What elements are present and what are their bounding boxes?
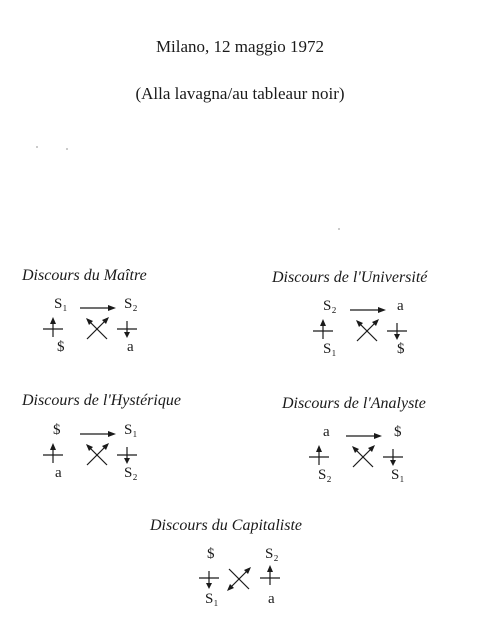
scan-speck bbox=[66, 148, 68, 150]
hysteric-bottom-right: S₂ bbox=[124, 465, 138, 481]
hysteric-top-left: $ bbox=[53, 422, 61, 438]
university-top-right: a bbox=[397, 298, 404, 314]
master-discourse-diagram bbox=[40, 300, 160, 350]
analyst-bottom-left: S₂ bbox=[318, 467, 332, 483]
capitalist-top-right: S₂ bbox=[265, 546, 279, 562]
master-bottom-right: a bbox=[127, 339, 134, 355]
scan-speck bbox=[338, 228, 340, 230]
capitalist-discourse-diagram bbox=[196, 552, 296, 602]
master-top-left: S₁ bbox=[54, 296, 68, 312]
university-bottom-right: $ bbox=[397, 341, 405, 357]
hysteric-bottom-left: a bbox=[55, 465, 62, 481]
analyst-top-right: $ bbox=[394, 424, 402, 440]
master-bottom-left: $ bbox=[57, 339, 65, 355]
hysteric-top-right: S₁ bbox=[124, 422, 138, 438]
analyst-bottom-right: S₁ bbox=[391, 467, 405, 483]
master-top-right: S₂ bbox=[124, 296, 138, 312]
capitalist-top-left: $ bbox=[207, 546, 215, 562]
capitalist-bottom-right: a bbox=[268, 591, 275, 607]
scan-speck bbox=[36, 146, 38, 148]
analyst-discourse-diagram bbox=[306, 428, 426, 478]
university-bottom-left: S₁ bbox=[323, 341, 337, 357]
discourse-title-university: Discours de l'Université bbox=[272, 269, 428, 286]
analyst-top-left: a bbox=[323, 424, 330, 440]
hysteric-discourse-diagram bbox=[40, 426, 160, 476]
discourse-title-analyst: Discours de l'Analyste bbox=[282, 395, 426, 412]
capitalist-bottom-left: S₁ bbox=[205, 591, 219, 607]
discourse-title-hysteric: Discours de l'Hystérique bbox=[22, 392, 181, 409]
university-top-left: S₂ bbox=[323, 298, 337, 314]
discourse-title-master: Discours du Maître bbox=[22, 267, 147, 284]
board-note: (Alla lavagna/au tableaur noir) bbox=[135, 84, 345, 103]
discourse-title-capitalist: Discours du Capitaliste bbox=[150, 517, 303, 534]
university-discourse-diagram bbox=[310, 302, 430, 352]
place-date-line: Milano, 12 maggio 1972 bbox=[155, 37, 325, 56]
